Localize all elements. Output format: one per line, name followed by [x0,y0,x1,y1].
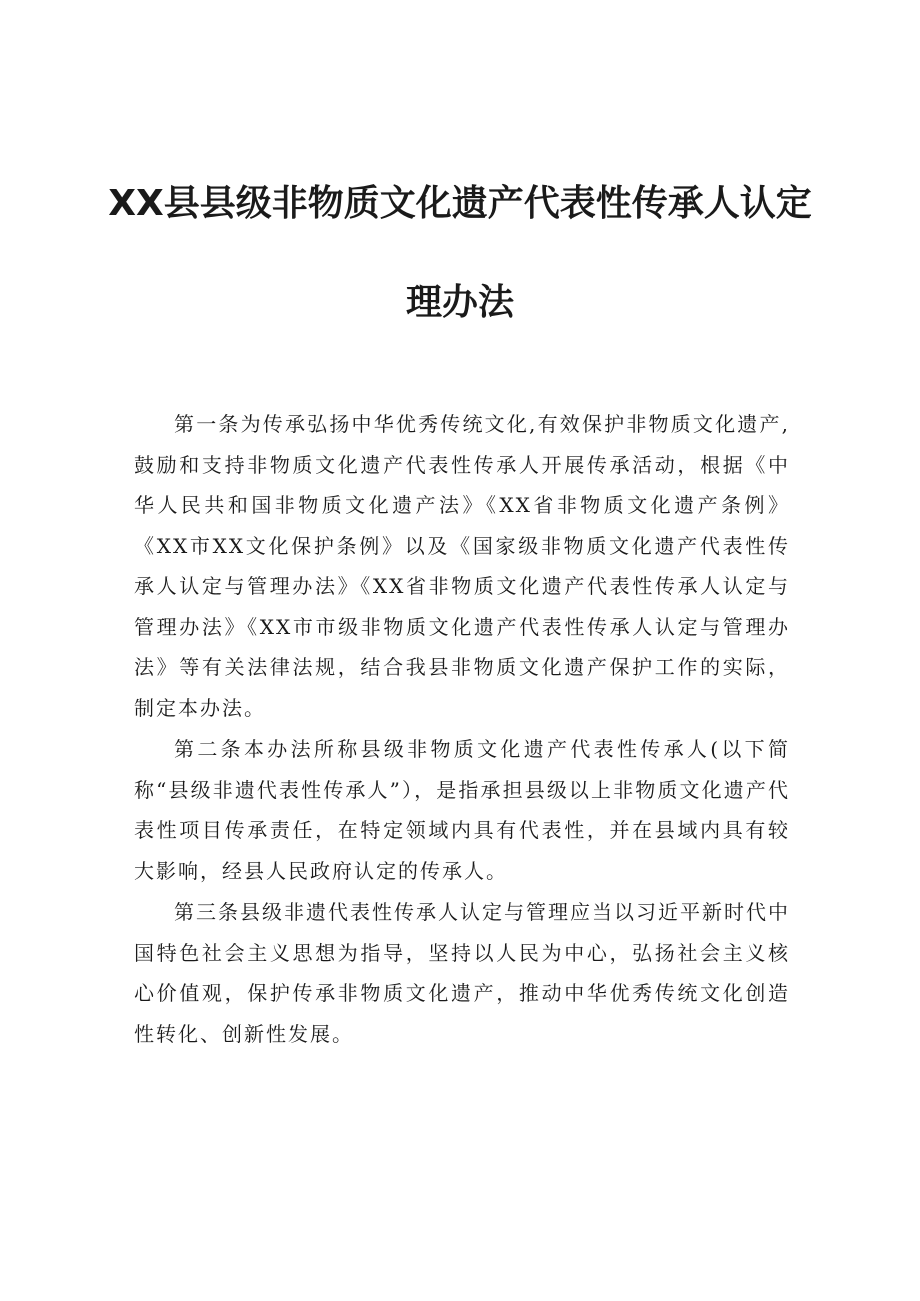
document-body [134,404,790,1054]
document-title-line-1: XX县县级非物质文化遗产代表性传承人认定 [108,183,812,224]
article-2-paragraph: 第二条本办法所称县级非物质文化遗产代表性传承人(以下简称“县级非遗代表性传承人”），是指承担县级以上非物质文化遗产代表性项目传承责任，在特定领域内具有代表性，并在县域内具有较大影响，经县人民政府认定的传承人。 [134,737,790,883]
document-title-line-2: 理办法 [405,282,514,323]
article-1-paragraph: 第一条为传承弘扬中华优秀传统文化,有效保护非物质文化遗产,鼓励和支持非物质文化遗产代表性传承人开展传承活动，根据《中华人民共和国非物质文化遗产法》《XX省非物质文化遗产条例》《XX市XX文化保护条例》以及《国家级非物质文化遗产代表性传承人认定与管理办法》《XX省非物质文化遗产代表性传承人认定与管理办法》《XX市市级非物质文化遗产代表性传承人认定与管理办法》等有关法律法规，结合我县非物质文化遗产保护工作的实际，制定本办法。 [134,412,790,720]
article-3-paragraph: 第三条县级非遗代表性传承人认定与管理应当以习近平新时代中国特色社会主义思想为指导，坚持以人民为中心，弘扬社会主义核心价值观，保护传承非物质文化遗产，推动中华优秀传统文化创造性转化、创新性发展。 [134,900,790,1046]
